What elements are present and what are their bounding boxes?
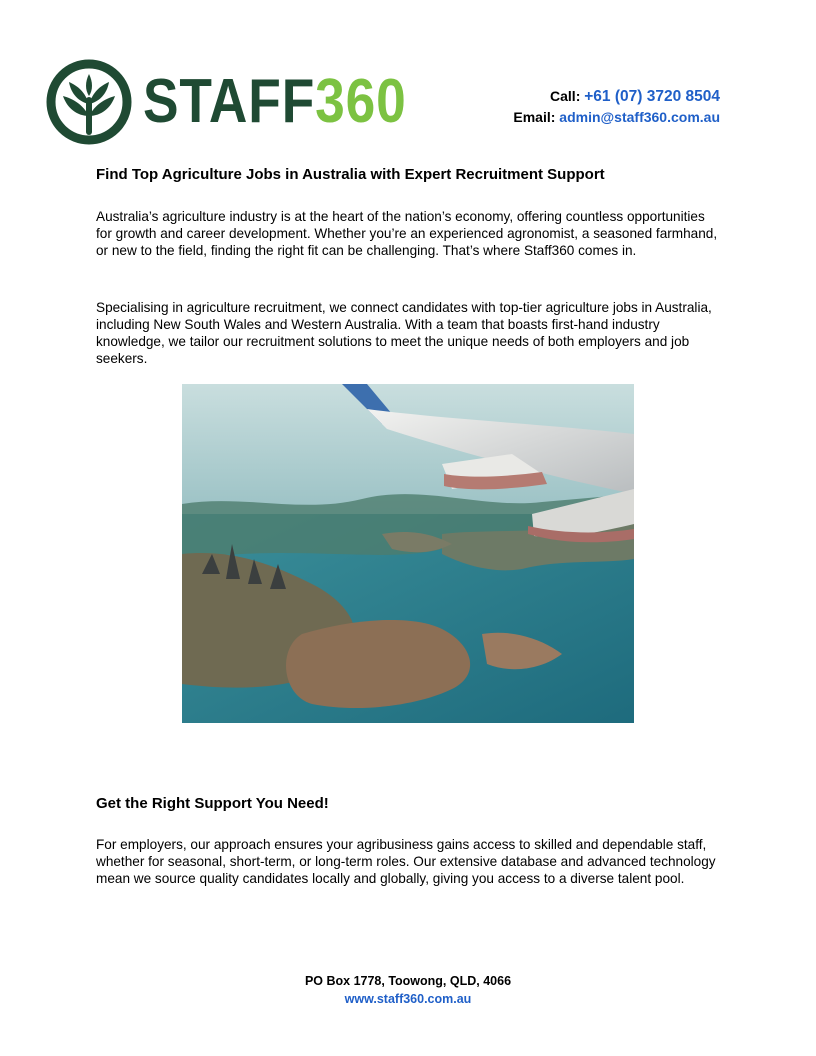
paragraph-intro: Australia’s agriculture industry is at the heart of the nation’s economy, offering countless opportunities for growth and career development. Whether you’re an experienced agronomist, a seasoned farmhand, or new to the field, finding the right fit can be challenging. That’s where Staff360 comes in. [96, 209, 718, 258]
wheat-leaf-circle-icon [45, 58, 133, 146]
aerial-sydney-photo [182, 384, 634, 723]
phone-line [513, 86, 720, 107]
article-title: Find Top Agriculture Jobs in Australia with Expert Recruitment Support [96, 166, 605, 183]
paragraph-employers: For employers, our approach ensures your agribusiness gains access to skilled and dependable staff, whether for seasonal, short-term, or long-term roles. Our extensive database and advanced technology mean we source quality candidates locally and globally, giving you access to a diverse talent pool. [96, 837, 716, 886]
aerial-photo-illustration [182, 384, 634, 723]
email-label: Email: [513, 109, 556, 125]
section-title-support: Get the Right Support You Need! [96, 795, 329, 812]
footer [0, 972, 816, 1008]
brand-logo [45, 58, 450, 146]
phone-link[interactable]: +61 (07) 3720 8504 [584, 88, 720, 105]
footer-website-link[interactable]: www.staff360.com.au [344, 992, 472, 1006]
paragraph-specialising: Specialising in agriculture recruitment, we connect candidates with top-tier agriculture jobs in Australia, including New South Wales and Western Australia. With a team that boasts first-hand industry knowledge, we tailor our recruitment solutions to meet the unique needs of both employers and job seekers. [96, 300, 712, 366]
brand-wordmark [143, 67, 407, 136]
contact-block [513, 86, 720, 128]
brand-name-staff: STAFF [143, 67, 316, 136]
footer-address: PO Box 1778, Toowong, QLD, 4066 [304, 974, 512, 988]
letterhead [0, 0, 816, 150]
email-link[interactable]: admin@staff360.com.au [559, 109, 720, 125]
email-line [513, 107, 720, 128]
call-label: Call: [550, 88, 581, 104]
brand-name-360: 360 [315, 67, 407, 136]
